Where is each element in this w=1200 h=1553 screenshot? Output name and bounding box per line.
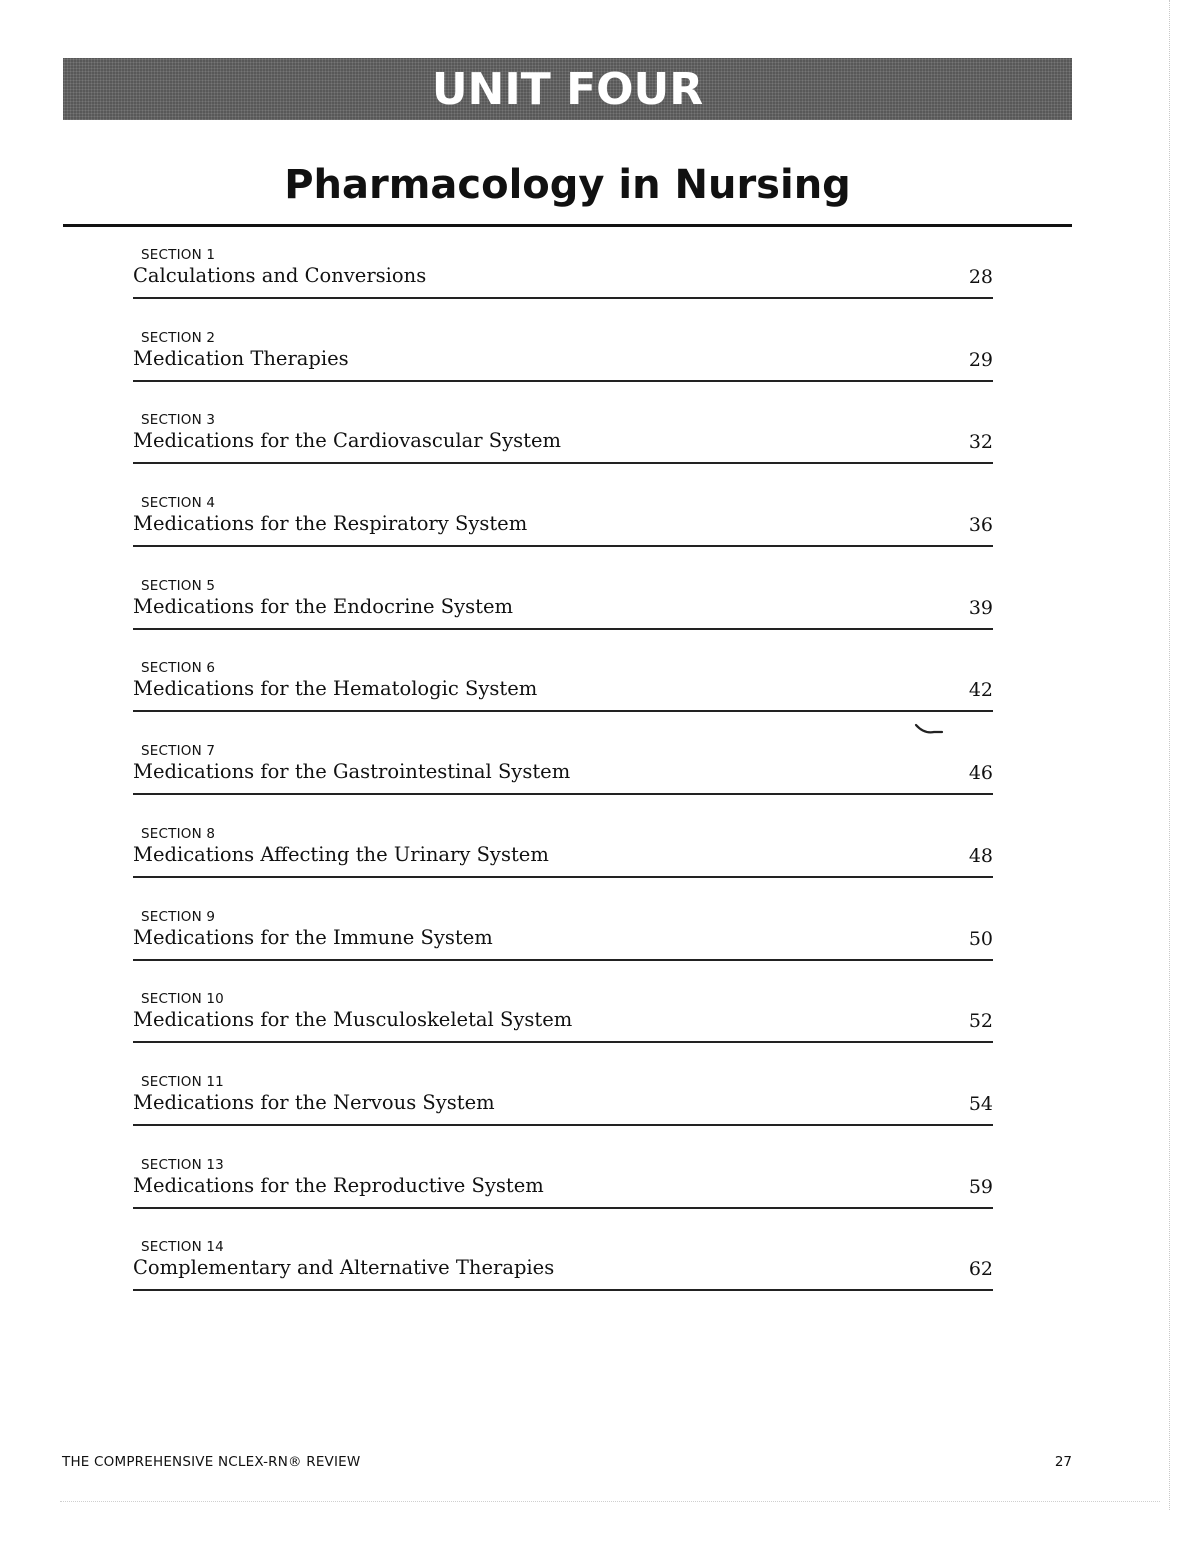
toc-entry[interactable] (133, 826, 993, 909)
section-page-number: 54 (968, 1092, 993, 1115)
toc-entry[interactable] (133, 743, 993, 826)
entry-rule (133, 876, 993, 878)
entry-rule (133, 1041, 993, 1043)
scan-edge (1168, 0, 1170, 1510)
section-title: Medications for the Hematologic System (133, 677, 538, 701)
section-page-number: 59 (968, 1175, 993, 1198)
toc-entry[interactable] (133, 1157, 993, 1240)
toc-entry[interactable] (133, 909, 993, 992)
section-page-number: 28 (968, 266, 993, 288)
toc-entry[interactable] (133, 660, 993, 743)
section-title: Medications for the Nervous System (133, 1090, 495, 1114)
toc-entry[interactable] (133, 1074, 993, 1157)
entry-rule (133, 959, 993, 961)
entry-rule (133, 793, 993, 795)
unit-banner-text: UNIT FOUR (431, 63, 704, 115)
toc-entry[interactable] (133, 412, 993, 495)
title-rule (63, 224, 1072, 227)
pen-mark (914, 722, 944, 736)
section-label: SECTION 14 (141, 1239, 224, 1256)
entry-rule (133, 297, 993, 299)
section-label: SECTION 9 (141, 908, 216, 925)
toc-entry[interactable] (133, 330, 993, 413)
toc-entry[interactable] (133, 495, 993, 578)
section-label: SECTION 7 (141, 743, 216, 760)
section-title: Medications Affecting the Urinary System (133, 842, 549, 866)
entry-rule (133, 1289, 993, 1291)
scan-bottom-edge (60, 1500, 1160, 1502)
section-label: SECTION 8 (141, 825, 216, 842)
section-title: Medications for the Endocrine System (133, 594, 514, 618)
section-label: SECTION 5 (141, 577, 216, 594)
section-label: SECTION 3 (141, 412, 216, 429)
toc-entry[interactable] (133, 247, 993, 330)
section-page-number: 42 (968, 679, 993, 702)
section-title: Medications for the Cardiovascular System (133, 429, 562, 453)
section-page-number: 32 (968, 431, 993, 454)
section-label: SECTION 2 (141, 329, 216, 346)
section-label: SECTION 4 (141, 495, 216, 512)
section-label: SECTION 1 (141, 247, 216, 263)
section-label: SECTION 13 (141, 1156, 224, 1173)
toc-entry[interactable] (133, 1239, 993, 1322)
section-label: SECTION 10 (141, 991, 224, 1008)
entry-rule (133, 462, 993, 464)
entry-rule (133, 380, 993, 382)
section-page-number: 50 (968, 927, 993, 950)
entry-rule (133, 1124, 993, 1126)
section-title: Complementary and Alternative Therapies (133, 1256, 555, 1280)
unit-banner (63, 58, 1072, 120)
section-label: SECTION 11 (141, 1073, 224, 1090)
section-page-number: 52 (968, 1010, 993, 1033)
toc-entry[interactable] (133, 991, 993, 1074)
entry-rule (133, 710, 993, 712)
entry-rule (133, 1207, 993, 1209)
section-title: Medication Therapies (133, 346, 349, 370)
entry-rule (133, 545, 993, 547)
section-page-number: 62 (968, 1258, 993, 1281)
section-title: Medications for the Reproductive System (133, 1173, 544, 1197)
section-title: Calculations and Conversions (133, 264, 427, 287)
section-page-number: 48 (968, 844, 993, 867)
footer-book-title: THE COMPREHENSIVE NCLEX-RN® REVIEW (62, 1454, 361, 1470)
section-page-number: 29 (968, 348, 993, 371)
section-page-number: 39 (968, 596, 993, 619)
section-page-number: 36 (968, 514, 993, 537)
section-page-number: 46 (968, 762, 993, 785)
table-of-contents (133, 247, 993, 1322)
unit-title: Pharmacology in Nursing (284, 162, 851, 208)
section-title: Medications for the Musculoskeletal System (133, 1008, 573, 1032)
section-title: Medications for the Immune System (133, 925, 493, 949)
section-title: Medications for the Gastrointestinal System (133, 760, 571, 784)
section-title: Medications for the Respiratory System (133, 512, 528, 536)
entry-rule (133, 628, 993, 630)
toc-entry[interactable] (133, 578, 993, 661)
section-label: SECTION 6 (141, 660, 216, 677)
footer-page-number: 27 (1054, 1454, 1072, 1470)
